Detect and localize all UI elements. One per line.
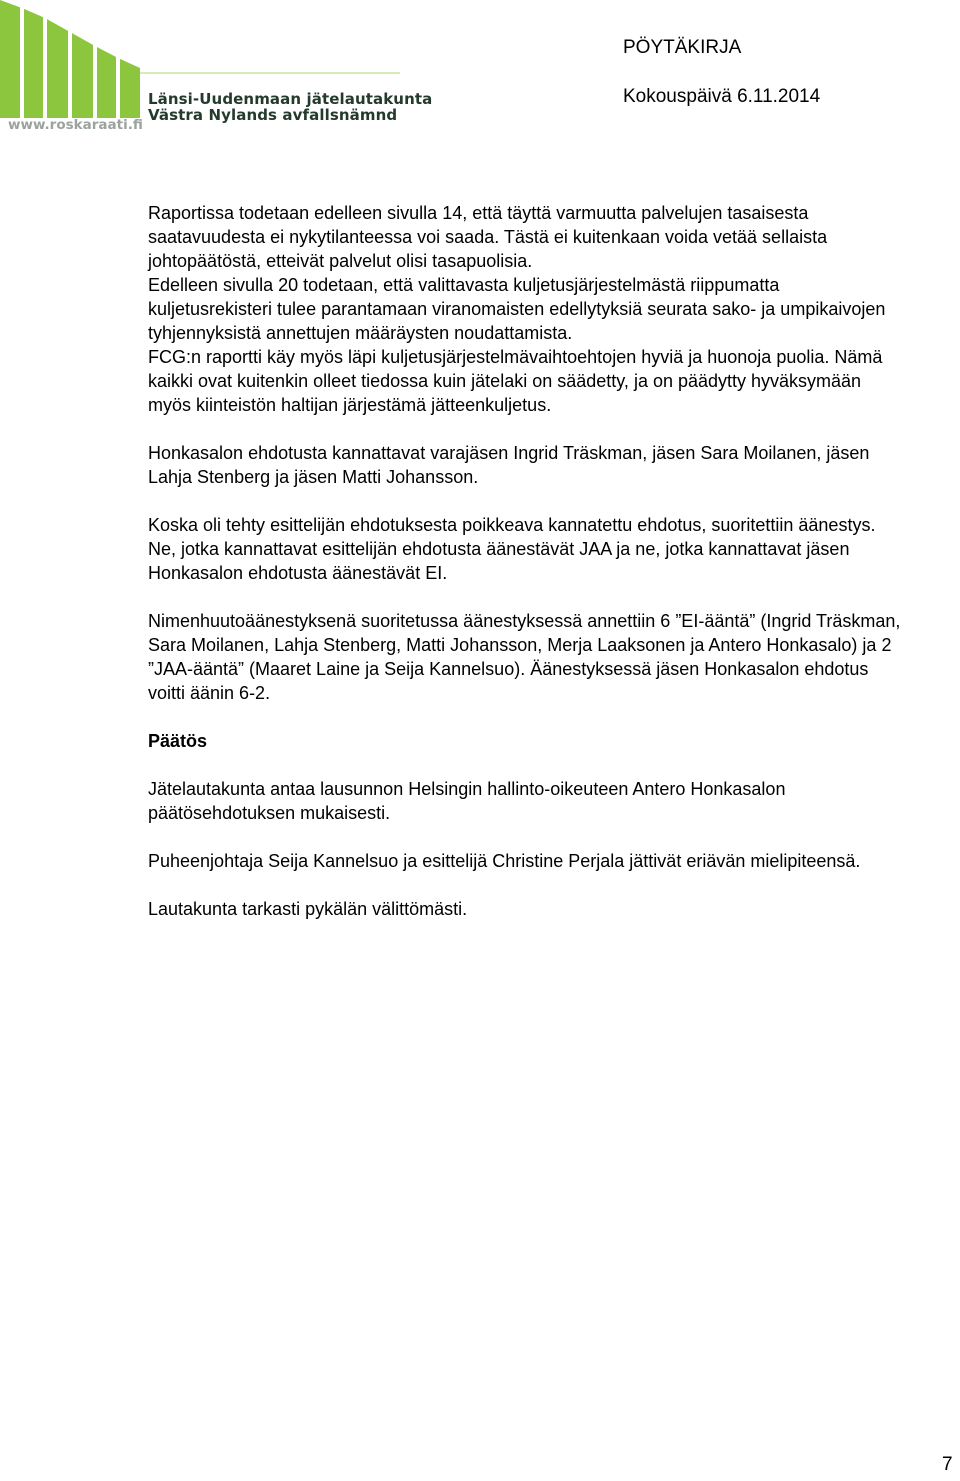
paragraph-approval: Lautakunta tarkasti pykälän välittömästi. (148, 899, 468, 919)
website-url[interactable]: www.roskaraati.fi (8, 117, 143, 133)
paragraph-transport-register: Edelleen sivulla 20 todetaan, että valittavasta kuljetusjärjestelmästä riippumatta kuljetusrekisteri tulee parantamaan viranomaisten edellytyksiä seurata sako- ja umpikaivojen tyhjennyksistä annettujen määräysten noudattamista. (148, 275, 886, 343)
organization-name-swedish: Västra Nylands avfallsnämnd (148, 106, 398, 124)
organization-name-finnish: Länsi-Uudenmaan jätelautakunta (148, 90, 433, 108)
paragraph-vote-procedure: Koska oli tehty esittelijän ehdotuksesta poikkeava kannatettu ehdotus, suoritettiin äänestys. Ne, jotka kannattavat esittelijän ehdotusta äänestävät JAA ja ne, jotka kannattavat jäsen Honkasalon ehdotusta äänestävät EI. (148, 515, 876, 583)
document-header (623, 36, 820, 109)
page-number: 7 (942, 1454, 953, 1475)
paragraph-supporters: Honkasalon ehdotusta kannattavat varajäsen Ingrid Träskman, jäsen Sara Moilanen, jäsen Lahja Stenberg ja jäsen Matti Johansson. (148, 443, 870, 487)
paragraph-decision: Jätelautakunta antaa lausunnon Helsingin hallinto-oikeuteen Antero Honkasalon päätösehdotuksen mukaisesti. (148, 779, 786, 823)
document-type: PÖYTÄKIRJA (623, 37, 742, 58)
meeting-date: Kokouspäivä 6.11.2014 (623, 86, 821, 107)
paragraph-vote-result: Nimenhuutoäänestyksenä suoritetussa äänestyksessä annettiin 6 ”EI-ääntä” (Ingrid Träskman, Sara Moilanen, Lahja Stenberg, Matti Johansson, Merja Laaksonen ja Antero Honkasalo) ja 2 ”JAA-ääntä” (Maaret Laine ja Seija Kannelsuo). Äänestyksessä jäsen Honkasalon ehdotus voitti äänin 6-2. (148, 611, 901, 703)
document-body (148, 201, 908, 945)
paragraph-fcg-report: FCG:n raportti käy myös läpi kuljetusjärjestelmävaihtoehtojen hyviä ja huonoja puolia. Nämä kaikki ovat kuitenkin olleet tiedossa kuin jätelaki on säädetty, ja on päädytty hyväksymään myös kiinteistön haltijan järjestämä jätteenkuljetus. (148, 347, 883, 415)
paragraph-dissent: Puheenjohtaja Seija Kannelsuo ja esittelijä Christine Perjala jättivät eriävän mielipiteensä. (148, 851, 861, 871)
decision-heading: Päätös (148, 731, 208, 751)
paragraph-report-availability: Raportissa todetaan edelleen sivulla 14, että täyttä varmuutta palvelujen tasaisesta saatavuudesta ei nykytilanteessa voi saada. Tästä ei kuitenkaan voida vetää sellaista johtopäätöstä, etteivät palvelut olisi tasapuolisia. (148, 203, 828, 271)
